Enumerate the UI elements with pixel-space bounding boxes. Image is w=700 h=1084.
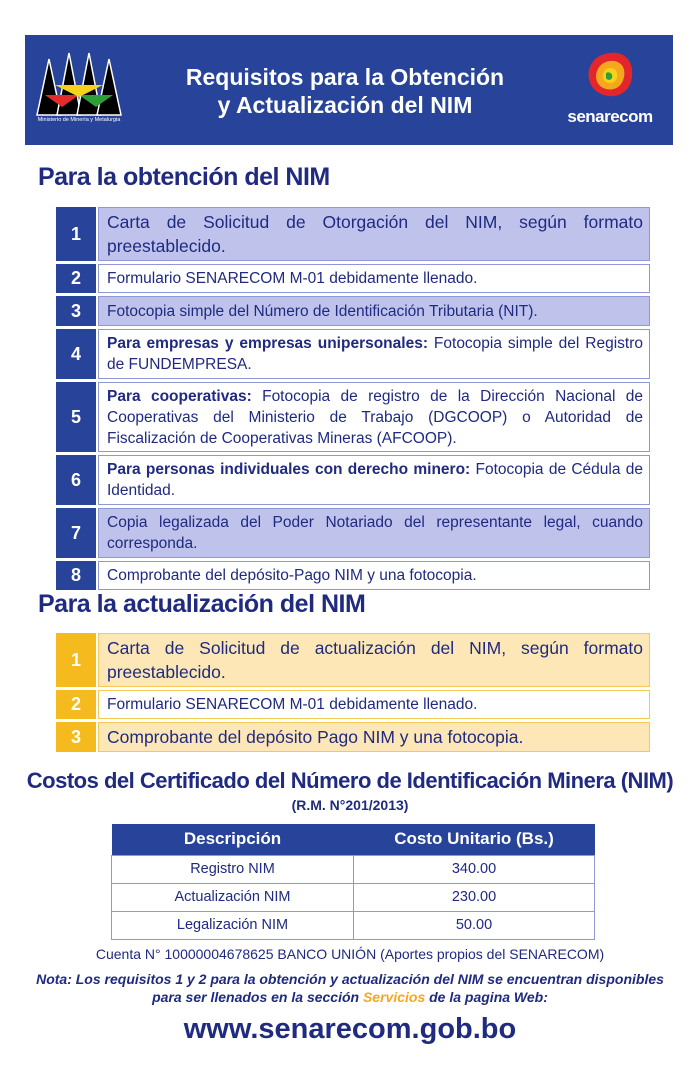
list-item bbox=[56, 690, 650, 719]
note-text: Nota: Los requisitos 1 y 2 para la obtención y actualización del NIM se encuentran disponibles para ser llenados en la sección Servicios de la pagina Web: bbox=[36, 971, 664, 1005]
ministry-logo bbox=[35, 49, 123, 129]
item-text: Para cooperativas: Fotocopia de registro de la Dirección Nacional de Cooperativas del Ministerio de Trabajo (DGCOOP) o Autoridad de Fiscalización de Cooperativas Mineras (AFCOOP). bbox=[98, 382, 650, 452]
senarecom-brand-text: senarecom bbox=[567, 107, 653, 126]
item-number: 1 bbox=[56, 207, 96, 261]
ministry-logo-text: Ministerio de Minería y Metalurgia bbox=[37, 117, 121, 123]
table-cell: Legalización NIM bbox=[112, 911, 354, 939]
item-text: Comprobante del depósito-Pago NIM y una fotocopia. bbox=[98, 561, 650, 590]
list-item bbox=[56, 382, 650, 452]
item-text: Para personas individuales con derecho minero: Fotocopia de Cédula de Identidad. bbox=[98, 455, 650, 505]
item-text: Carta de Solicitud de actualización del NIM, según formato preestablecido. bbox=[98, 633, 650, 687]
item-number: 3 bbox=[56, 722, 96, 752]
item-number: 2 bbox=[56, 690, 96, 719]
actualizacion-requirements-list bbox=[56, 633, 650, 755]
item-text: Carta de Solicitud de Otorgación del NIM, según formato preestablecido. bbox=[98, 207, 650, 261]
column-header: Descripción bbox=[112, 824, 354, 855]
header-banner bbox=[25, 35, 673, 145]
item-number: 5 bbox=[56, 382, 96, 452]
list-item bbox=[56, 296, 650, 326]
obtencion-section-title: Para la obtención del NIM bbox=[38, 163, 330, 191]
list-item bbox=[56, 264, 650, 293]
obtencion-requirements-list bbox=[56, 207, 650, 593]
item-text: Para empresas y empresas unipersonales: Fotocopia simple del Registro de FUNDEMPRESA. bbox=[98, 329, 650, 379]
list-item bbox=[56, 329, 650, 379]
item-number: 2 bbox=[56, 264, 96, 293]
list-item bbox=[56, 207, 650, 261]
table-cell: Actualización NIM bbox=[112, 883, 354, 911]
table-header-row bbox=[112, 824, 595, 855]
table-row bbox=[112, 883, 595, 911]
item-number: 3 bbox=[56, 296, 96, 326]
table-cell: 340.00 bbox=[354, 855, 595, 883]
title-line-2: y Actualización del NIM bbox=[217, 92, 473, 118]
costs-table bbox=[111, 824, 595, 940]
senarecom-emblem-icon bbox=[560, 47, 660, 107]
item-text: Formulario SENARECOM M-01 debidamente llenado. bbox=[98, 690, 650, 719]
servicios-highlight: Servicios bbox=[362, 989, 426, 1005]
page-title bbox=[125, 63, 565, 119]
table-row bbox=[112, 855, 595, 883]
list-item bbox=[56, 722, 650, 752]
mountains-icon bbox=[35, 49, 123, 117]
list-item bbox=[56, 561, 650, 590]
column-header: Costo Unitario (Bs.) bbox=[354, 824, 595, 855]
costs-subtitle: (R.M. N°201/2013) bbox=[291, 797, 409, 813]
item-number: 1 bbox=[56, 633, 96, 687]
item-text: Copia legalizada del Poder Notariado del representante legal, cuando corresponda. bbox=[98, 508, 650, 558]
table-cell: 50.00 bbox=[354, 911, 595, 939]
list-item bbox=[56, 508, 650, 558]
item-number: 8 bbox=[56, 561, 96, 590]
title-line-1: Requisitos para la Obtención bbox=[185, 64, 505, 90]
senarecom-logo bbox=[560, 47, 660, 137]
website-link[interactable]: www.senarecom.gob.bo bbox=[183, 1013, 517, 1045]
table-row bbox=[112, 911, 595, 939]
table-cell: Registro NIM bbox=[112, 855, 354, 883]
bank-account-text: Cuenta N° 10000004678625 BANCO UNIÓN (Aportes propios del SENARECOM) bbox=[95, 946, 605, 962]
table-cell: 230.00 bbox=[354, 883, 595, 911]
item-text: Comprobante del depósito Pago NIM y una fotocopia. bbox=[98, 722, 650, 752]
list-item bbox=[56, 455, 650, 505]
costs-title: Costos del Certificado del Número de Identificación Minera (NIM) bbox=[26, 768, 674, 793]
actualizacion-section-title: Para la actualización del NIM bbox=[38, 590, 366, 618]
item-number: 7 bbox=[56, 508, 96, 558]
item-text: Fotocopia simple del Número de Identificación Tributaria (NIT). bbox=[98, 296, 650, 326]
item-number: 4 bbox=[56, 329, 96, 379]
list-item bbox=[56, 633, 650, 687]
item-number: 6 bbox=[56, 455, 96, 505]
item-text: Formulario SENARECOM M-01 debidamente llenado. bbox=[98, 264, 650, 293]
